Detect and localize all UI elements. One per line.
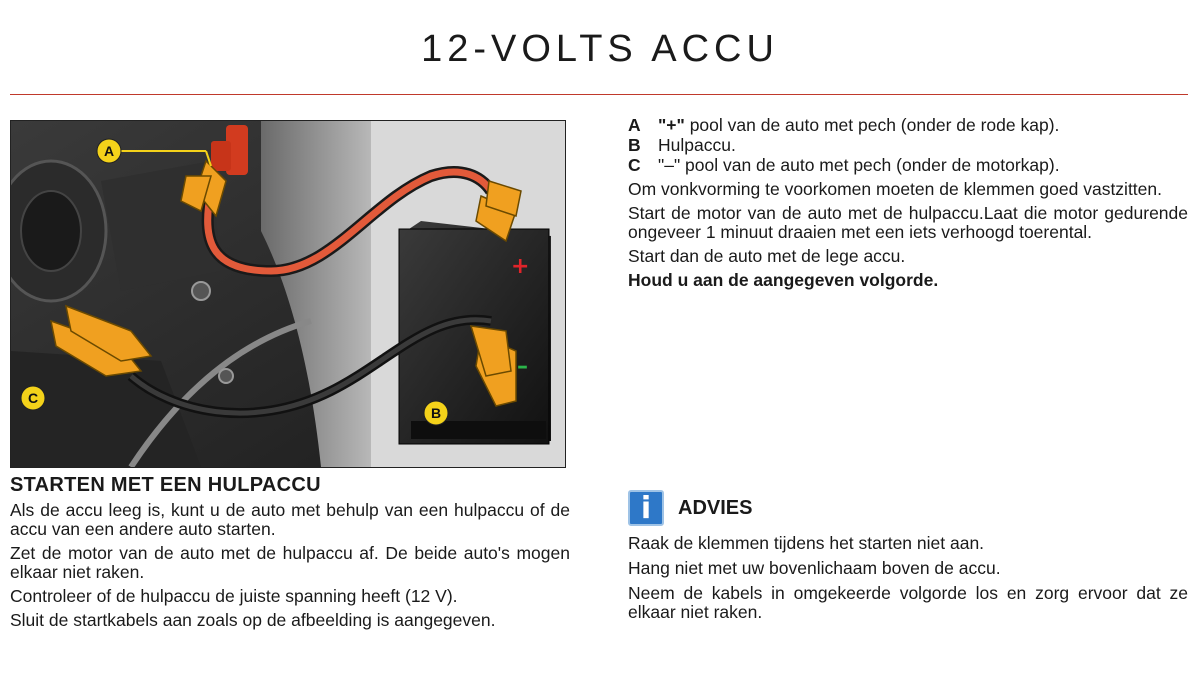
engine-bay-drawing: [11, 121, 565, 467]
legend-text: "–" pool van de auto met pech (onder de motorkap).: [658, 155, 1060, 175]
label-a-badge: [97, 139, 121, 163]
label-a: A: [103, 143, 115, 159]
jump-start-section: [10, 476, 570, 635]
section-paragraph: Zet de motor van de auto met de hulpaccu af. De beide auto's mogen elkaar niet raken.: [10, 543, 570, 582]
advies-item: Neem de kabels in omgekeerde volgorde los en zorg ervoor dat ze elkaar niet raken.: [628, 583, 1188, 622]
label-c-badge: [21, 386, 45, 410]
advies-box: [628, 490, 1188, 628]
legend-letter: B: [628, 135, 641, 155]
instruction-paragraph: Om vonkvorming te voorkomen moeten de klemmen goed vastzitten.: [628, 179, 1162, 199]
label-b-badge: [424, 401, 448, 425]
legend-bold: "+": [658, 115, 685, 135]
instruction-emphasis: Houd u aan de aangegeven volgorde.: [628, 270, 939, 290]
label-b: B: [430, 405, 442, 421]
label-c: C: [27, 390, 39, 406]
legend-item-c: [628, 156, 1188, 175]
advies-item: Hang niet met uw bovenlichaam boven de accu.: [628, 558, 1001, 578]
legend-letter: A: [628, 115, 641, 135]
legend-letter: C: [628, 155, 641, 175]
legend-text: Hulpaccu.: [658, 135, 736, 155]
title-divider: [10, 94, 1188, 95]
section-paragraph: Als de accu leeg is, kunt u de auto met behulp van een hulpaccu of de accu van een andere auto starten.: [10, 500, 570, 539]
jump-start-illustration: [10, 120, 566, 468]
instruction-paragraph: Start de motor van de auto met de hulpaccu.Laat die motor gedurende ongeveer 1 minuut draaien met een iets verhoogd toerental.: [628, 203, 1188, 242]
legend-item-a: [628, 116, 1188, 135]
advies-item: Raak de klemmen tijdens het starten niet aan.: [628, 533, 985, 553]
minus-marker: –: [517, 354, 528, 379]
plus-marker: +: [511, 254, 530, 279]
section-paragraph: Controleer of de hulpaccu de juiste spanning heeft (12 V).: [10, 586, 458, 606]
page-title: 12-VOLTS ACCU: [421, 28, 779, 70]
info-icon: i: [628, 490, 664, 526]
legend-item-b: [628, 136, 1188, 155]
legend-and-steps: [628, 116, 1188, 295]
legend-text: pool van de auto met pech (onder de rode kap).: [684, 115, 1060, 135]
section-heading: STARTEN MET EEN HULPACCU: [10, 474, 321, 496]
advies-title: ADVIES: [678, 496, 753, 519]
section-paragraph: Sluit de startkabels aan zoals op de afbeelding is aangegeven.: [10, 610, 496, 630]
instruction-paragraph: Start dan de auto met de lege accu.: [628, 246, 906, 266]
